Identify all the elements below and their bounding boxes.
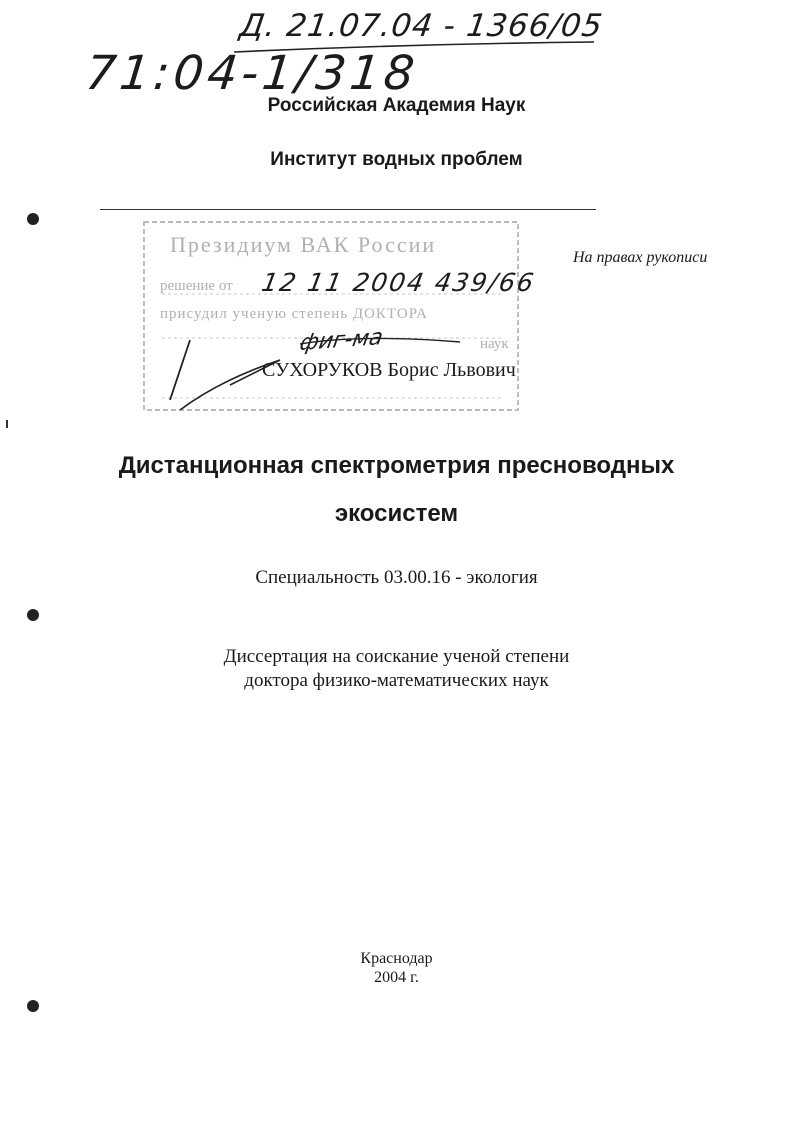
punch-hole-top — [27, 213, 39, 225]
handwritten-signature: фиг-ма — [297, 324, 385, 357]
handwritten-registry-number: Д. 21.07.04 - 1366/05 — [237, 8, 606, 44]
city: Краснодар — [360, 950, 433, 967]
header-divider — [100, 209, 596, 210]
specialty: Специальность 03.00.16 - экология — [255, 567, 538, 588]
punch-hole-middle — [27, 609, 39, 621]
dissertation-type-line-1: Диссертация на соискание ученой степени — [223, 646, 570, 667]
year: 2004 г. — [374, 969, 419, 986]
stamp-line-1: Президиум ВАК России — [170, 232, 437, 257]
author-name: СУХОРУКОВ Борис Львович — [262, 359, 516, 381]
manuscript-note: На правах рукописи — [573, 249, 708, 266]
stamp-line-2: решение от — [160, 278, 233, 294]
stamp-line-3: присудил ученую степень ДОКТОРА — [160, 306, 428, 322]
stamp-line-4: наук — [480, 336, 509, 352]
dissertation-title-line-1: Дистанционная спектрометрия пресноводных — [118, 452, 675, 479]
dissertation-type-line-2: доктора физико-математических наук — [244, 670, 549, 691]
dissertation-title-line-2: экосистем — [334, 500, 459, 527]
margin-tick — [6, 420, 8, 428]
institute-name: Институт водных проблем — [270, 149, 523, 170]
academy-name: Российская Академия Наук — [267, 95, 526, 116]
handwritten-shelf-code: 71:04-1/318 — [83, 46, 421, 101]
punch-hole-bottom — [27, 1000, 39, 1012]
handwritten-stamp-date: 12 11 2004 439/66 — [259, 268, 538, 297]
